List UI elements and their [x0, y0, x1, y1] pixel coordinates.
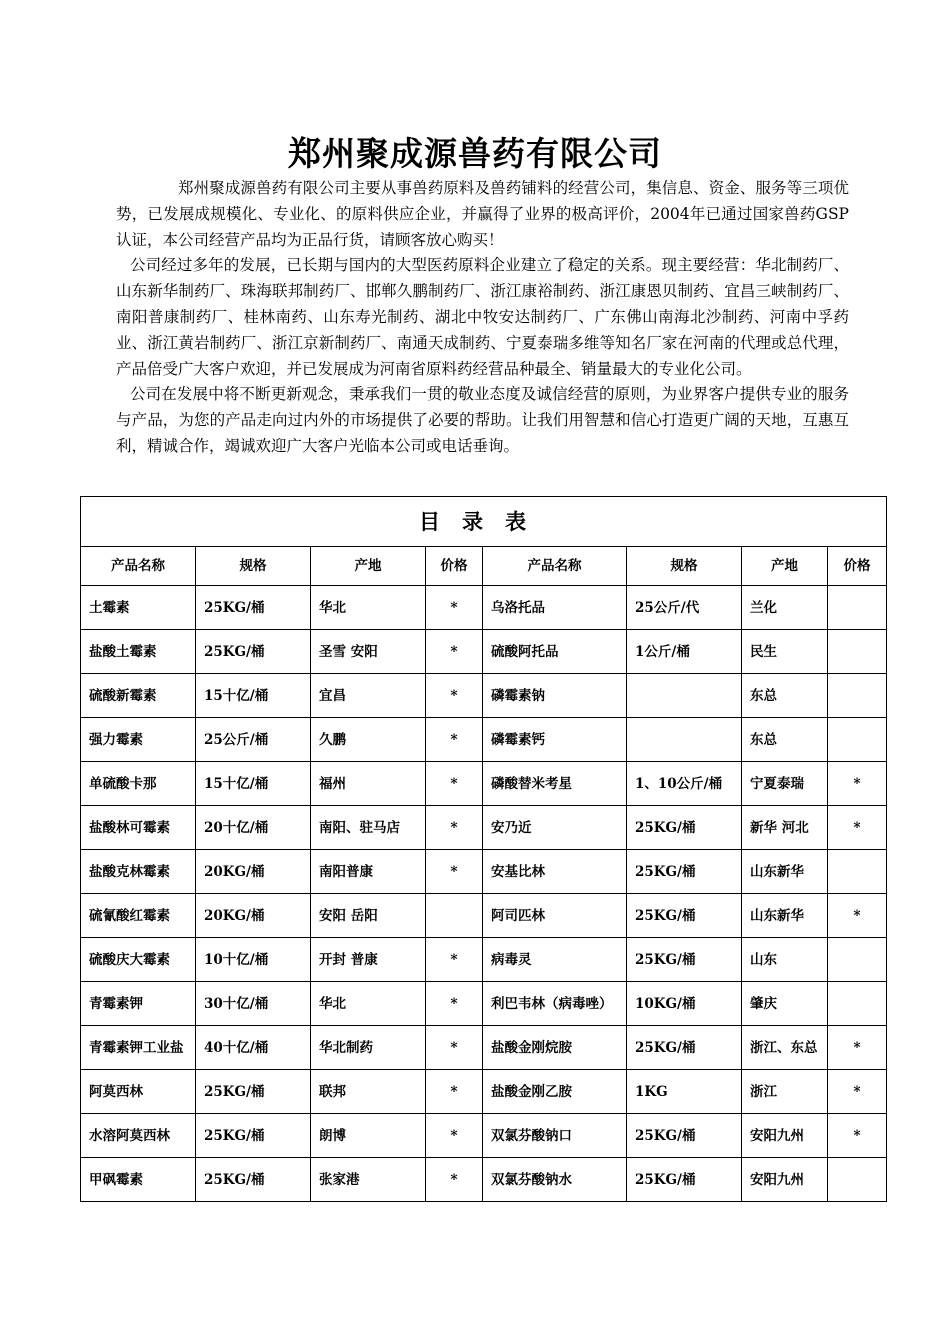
origin-cell: 山东 — [742, 938, 828, 982]
product-name-cell: 病毒灵 — [483, 938, 627, 982]
price-cell — [828, 1158, 887, 1202]
origin-cell: 山东新华 — [742, 894, 828, 938]
origin-cell: 南阳、驻马店 — [311, 806, 426, 850]
origin-cell: 新华 河北 — [742, 806, 828, 850]
table-row — [81, 674, 887, 718]
page-title: 郑州聚成源兽药有限公司 — [288, 134, 662, 173]
spec-cell: 15十亿/桶 — [196, 762, 311, 806]
origin-cell: 浙江、东总 — [742, 1026, 828, 1070]
price-cell — [828, 850, 887, 894]
spec-cell: 25公斤/代 — [627, 586, 742, 630]
spec-cell: 25KG/桶 — [627, 1114, 742, 1158]
table-row — [81, 586, 887, 630]
spec-cell: 20十亿/桶 — [196, 806, 311, 850]
product-name-cell: 水溶阿莫西林 — [81, 1114, 196, 1158]
origin-cell: 安阳九州 — [742, 1114, 828, 1158]
spec-cell: 40十亿/桶 — [196, 1026, 311, 1070]
table-row — [81, 982, 887, 1026]
product-name-cell: 双氯芬酸钠水 — [483, 1158, 627, 1202]
price-cell: * — [828, 1114, 887, 1158]
spec-cell: 25KG/桶 — [627, 938, 742, 982]
spec-cell: 20KG/桶 — [196, 894, 311, 938]
table-row — [81, 1158, 887, 1202]
spec-cell: 25KG/桶 — [627, 1026, 742, 1070]
origin-cell: 宁夏泰瑞 — [742, 762, 828, 806]
price-cell: * — [426, 1158, 483, 1202]
product-name-cell: 阿司匹林 — [483, 894, 627, 938]
spec-cell: 30十亿/桶 — [196, 982, 311, 1026]
product-name-cell: 青霉素钾工业盐 — [81, 1026, 196, 1070]
spec-cell: 10十亿/桶 — [196, 938, 311, 982]
price-cell: * — [426, 718, 483, 762]
spec-cell — [627, 718, 742, 762]
price-cell: * — [828, 806, 887, 850]
spec-cell: 1公斤/桶 — [627, 630, 742, 674]
product-name-cell: 盐酸克林霉素 — [81, 850, 196, 894]
column-header: 产地 — [742, 547, 828, 586]
table-row — [81, 938, 887, 982]
origin-cell: 安阳九州 — [742, 1158, 828, 1202]
catalog-title: 目录表 — [81, 497, 887, 547]
origin-cell: 开封 普康 — [311, 938, 426, 982]
product-name-cell: 单硫酸卡那 — [81, 762, 196, 806]
table-row — [81, 718, 887, 762]
price-cell — [828, 674, 887, 718]
intro-paragraph: 郑州聚成源兽药有限公司主要从事兽药原料及兽药铺料的经营公司，集信息、资金、服务等三项优势，已发展成规模化、专业化、的原料供应企业，并赢得了业界的极高评价，2004年已通过国家兽药GSP认证，本公司经营产品均为正品行货，请顾客放心购买！ — [116, 179, 849, 249]
origin-cell: 久鹏 — [311, 718, 426, 762]
price-cell: * — [426, 630, 483, 674]
product-name-cell: 双氯芬酸钠口 — [483, 1114, 627, 1158]
product-name-cell: 盐酸金刚烷胺 — [483, 1026, 627, 1070]
product-name-cell: 青霉素钾 — [81, 982, 196, 1026]
table-row — [81, 894, 887, 938]
origin-cell: 山东新华 — [742, 850, 828, 894]
spec-cell: 25KG/桶 — [627, 894, 742, 938]
table-row — [81, 1114, 887, 1158]
price-cell: * — [426, 1026, 483, 1070]
spec-cell: 1KG — [627, 1070, 742, 1114]
price-cell — [828, 938, 887, 982]
spec-cell: 1、10公斤/桶 — [627, 762, 742, 806]
spec-cell: 25KG/桶 — [196, 586, 311, 630]
price-cell: * — [426, 1070, 483, 1114]
price-cell — [426, 894, 483, 938]
product-name-cell: 安基比林 — [483, 850, 627, 894]
origin-cell: 肇庆 — [742, 982, 828, 1026]
product-name-cell: 盐酸林可霉素 — [81, 806, 196, 850]
origin-cell: 圣雪 安阳 — [311, 630, 426, 674]
origin-cell: 安阳 岳阳 — [311, 894, 426, 938]
product-name-cell: 磷霉素钙 — [483, 718, 627, 762]
product-name-cell: 硫氰酸红霉素 — [81, 894, 196, 938]
price-cell: * — [828, 762, 887, 806]
price-cell: * — [426, 938, 483, 982]
table-row — [81, 630, 887, 674]
price-cell: * — [426, 806, 483, 850]
price-cell — [828, 718, 887, 762]
intro-paragraph: 公司经过多年的发展，已长期与国内的大型医药原料企业建立了稳定的关系。现主要经营：华北制药厂、山东新华制药厂、珠海联邦制药厂、邯郸久鹏制药厂、浙江康裕制药、浙江康恩贝制药、宜昌三峡制药厂、南阳普康制药厂、桂林南药、山东寿光制药、湖北中牧安达制药厂、广东佛山南海北沙制药、河南中孚药业、浙江黄岩制药厂、浙江京新制药厂、南通天成制药、宁夏泰瑞多维等知名厂家在河南的代理或总代理，产品倍受广大客户欢迎，并已发展成为河南省原料药经营品种最全、销量最大的专业化公司。 — [116, 256, 849, 378]
product-name-cell: 盐酸土霉素 — [81, 630, 196, 674]
product-name-cell: 甲砜霉素 — [81, 1158, 196, 1202]
spec-cell: 25KG/桶 — [627, 850, 742, 894]
spec-cell: 25KG/桶 — [196, 1070, 311, 1114]
table-row — [81, 1026, 887, 1070]
catalog-header-row — [81, 547, 887, 586]
price-cell — [828, 982, 887, 1026]
table-row — [81, 1070, 887, 1114]
product-name-cell: 乌洛托品 — [483, 586, 627, 630]
spec-cell: 25KG/桶 — [196, 1114, 311, 1158]
origin-cell: 福州 — [311, 762, 426, 806]
price-cell — [828, 586, 887, 630]
product-name-cell: 利巴韦林（病毒唑） — [483, 982, 627, 1026]
price-cell: * — [426, 586, 483, 630]
origin-cell: 华北 — [311, 586, 426, 630]
product-name-cell: 土霉素 — [81, 586, 196, 630]
product-name-cell: 硫酸新霉素 — [81, 674, 196, 718]
table-row — [81, 806, 887, 850]
price-cell: * — [426, 762, 483, 806]
price-cell: * — [426, 850, 483, 894]
spec-cell: 25KG/桶 — [627, 1158, 742, 1202]
price-cell: * — [828, 894, 887, 938]
price-cell — [828, 630, 887, 674]
spec-cell: 25KG/桶 — [196, 1158, 311, 1202]
table-row — [81, 762, 887, 806]
product-name-cell: 磷酸替米考星 — [483, 762, 627, 806]
table-row — [81, 850, 887, 894]
product-name-cell: 阿莫西林 — [81, 1070, 196, 1114]
product-name-cell: 磷霉素钠 — [483, 674, 627, 718]
product-name-cell: 安乃近 — [483, 806, 627, 850]
price-cell: * — [426, 1114, 483, 1158]
price-cell: * — [426, 982, 483, 1026]
product-name-cell: 硫酸庆大霉素 — [81, 938, 196, 982]
spec-cell: 10KG/桶 — [627, 982, 742, 1026]
product-name-cell: 强力霉素 — [81, 718, 196, 762]
column-header: 规格 — [196, 547, 311, 586]
spec-cell: 15十亿/桶 — [196, 674, 311, 718]
column-header: 价格 — [426, 547, 483, 586]
spec-cell — [627, 674, 742, 718]
spec-cell: 25KG/桶 — [627, 806, 742, 850]
price-cell: * — [828, 1070, 887, 1114]
intro-paragraph: 公司在发展中将不断更新观念，秉承我们一贯的敬业态度及诚信经营的原则，为业界客户提供专业的服务与产品，为您的产品走向过内外的市场提供了必要的帮助。让我们用智慧和信心打造更广阔的天地，互惠互利，精诚合作，竭诚欢迎广大客户光临本公司或电话垂询。 — [116, 385, 849, 455]
origin-cell: 宜昌 — [311, 674, 426, 718]
origin-cell: 张家港 — [311, 1158, 426, 1202]
column-header: 价格 — [828, 547, 887, 586]
origin-cell: 东总 — [742, 718, 828, 762]
spec-cell: 25公斤/桶 — [196, 718, 311, 762]
origin-cell: 南阳普康 — [311, 850, 426, 894]
origin-cell: 华北 — [311, 982, 426, 1026]
spec-cell: 20KG/桶 — [196, 850, 311, 894]
spec-cell: 25KG/桶 — [196, 630, 311, 674]
intro-section — [116, 176, 849, 460]
origin-cell: 东总 — [742, 674, 828, 718]
price-cell: * — [828, 1026, 887, 1070]
origin-cell: 兰化 — [742, 586, 828, 630]
origin-cell: 华北制药 — [311, 1026, 426, 1070]
origin-cell: 民生 — [742, 630, 828, 674]
column-header: 产品名称 — [483, 547, 627, 586]
column-header: 产品名称 — [81, 547, 196, 586]
price-cell: * — [426, 674, 483, 718]
column-header: 规格 — [627, 547, 742, 586]
origin-cell: 朗博 — [311, 1114, 426, 1158]
product-name-cell: 盐酸金刚乙胺 — [483, 1070, 627, 1114]
origin-cell: 浙江 — [742, 1070, 828, 1114]
column-header: 产地 — [311, 547, 426, 586]
origin-cell: 联邦 — [311, 1070, 426, 1114]
product-name-cell: 硫酸阿托品 — [483, 630, 627, 674]
catalog-table — [80, 496, 887, 1202]
